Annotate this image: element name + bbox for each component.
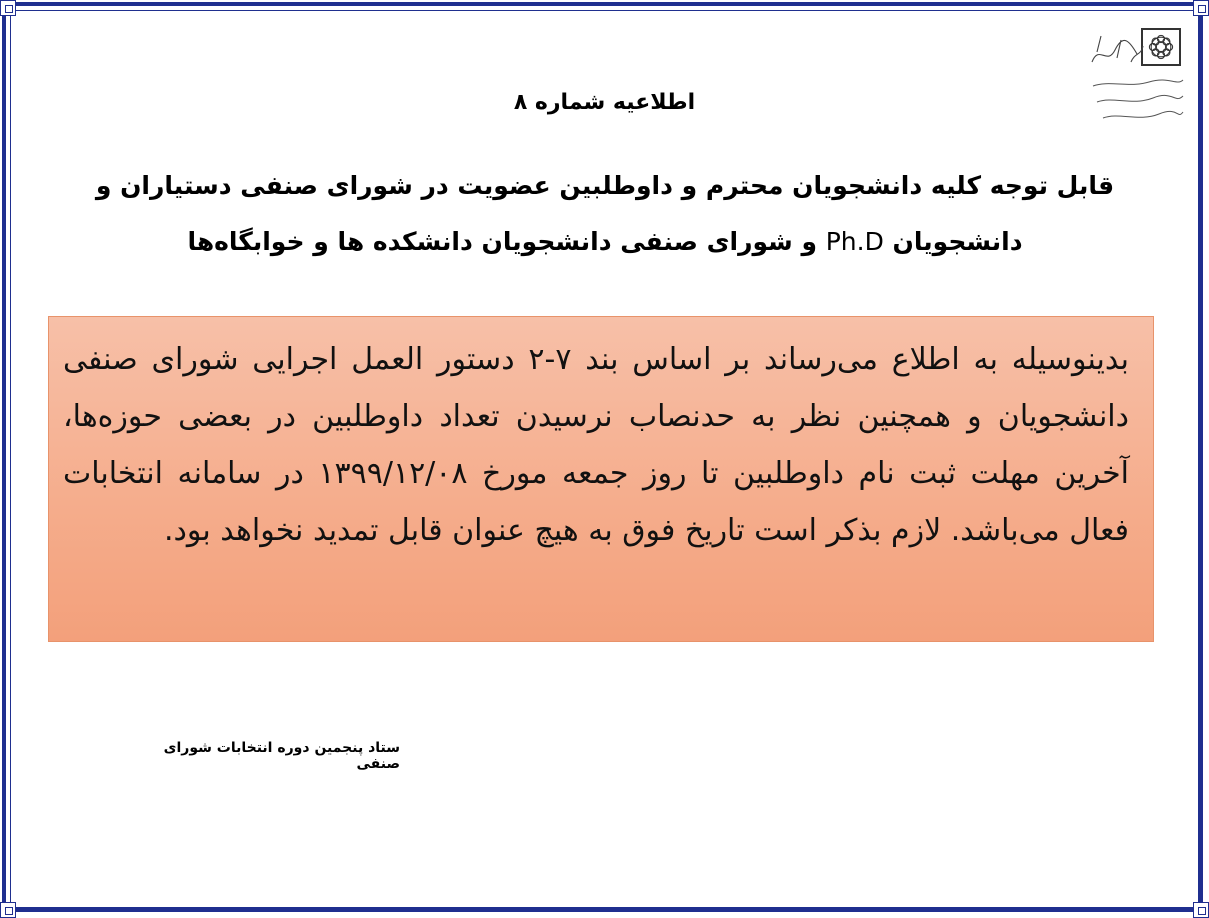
logo-calligraphy (1087, 32, 1147, 72)
border-corner-ornament (0, 0, 16, 16)
headline-phd: Ph.D (825, 227, 884, 256)
border-corner-ornament (1193, 902, 1209, 918)
university-logo (1087, 24, 1187, 134)
logo-emblem-icon (1141, 28, 1181, 66)
signature-line: ستاد پنجمین دوره انتخابات شورای صنفی (163, 740, 400, 772)
notice-headline (90, 158, 1120, 270)
announcement-box (48, 316, 1154, 642)
border-corner-ornament (0, 902, 16, 918)
headline-text-part2: و شورای صنفی دانشجویان دانشکده ها و خوابگاه‌ها (187, 227, 826, 256)
notice-number-title: اطلاعیه شماره ۸ (513, 90, 696, 115)
announcement-body: بدینوسیله به اطلاع می‌رساند بر اساس بند ۷-۲ دستور العمل اجرایی شورای صنفی دانشجویان و همچنین نظر به حدنصاب نرسیدن تعداد داوطلبین در بعضی حوزه‌ها، آخرین مهلت ثبت نام داوطلبین تا روز جمعه مورخ ۱۳۹۹/۱۲/۰۸ در سامانه انتخابات فعال می‌باشد. لازم بذکر است تاریخ فوق به هیچ عنوان قابل تمدید نخواهد بود. (63, 342, 1130, 548)
border-corner-ornament (1193, 0, 1209, 16)
headline-text-part1: قابل توجه کلیه دانشجویان محترم و داوطلبین عضویت در شورای صنفی دستیاران و دانشجویان (95, 171, 1115, 256)
